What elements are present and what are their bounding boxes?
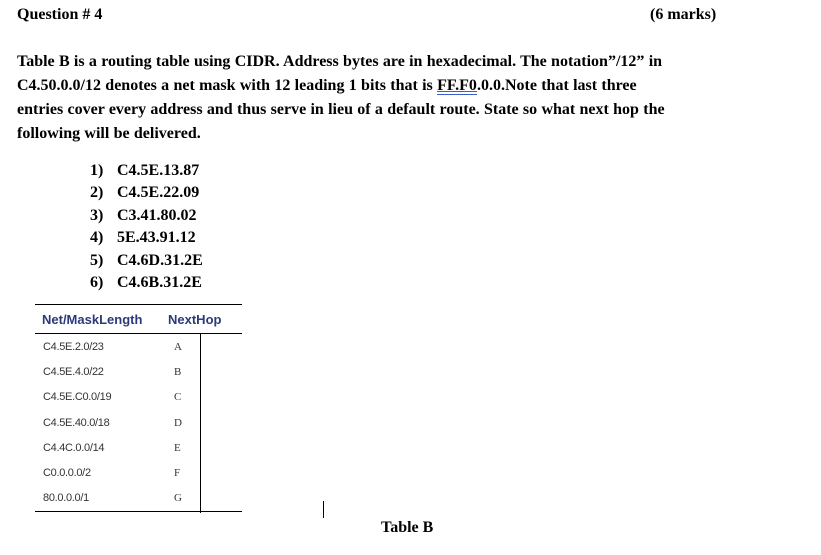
table-row [35,486,242,511]
question-text-segment: C4.50.0.0/12 denotes a net mask with 12 leading 1 bits that is [17,77,438,94]
question-text-line: Table B is a routing table using CIDR. Address bytes are in hexadecimal. The notation”/12” in [17,53,663,70]
table-body [35,334,242,511]
list-item-address: C4.5E.22.09 [117,184,200,202]
list-item-number: 1) [90,162,104,179]
cell-hop: A [174,340,182,353]
cell-net: C4.5E.4.0/22 [43,365,104,378]
list-item-number: 2) [90,184,104,202]
table-row [35,435,242,460]
cell-hop: F [174,467,181,480]
question-title: Question # 4 [17,6,103,23]
list-item [90,160,203,182]
list-item [90,227,203,249]
header-net-mask: Net/MaskLength [42,311,143,327]
list-item-address: C4.6B.31.2E [117,274,202,292]
table-row [35,334,242,359]
cell-net: C4.5E.2.0/23 [43,340,104,353]
table-bottom-rule [35,511,242,512]
table-row [35,410,242,435]
list-item-address: C4.5E.13.87 [117,162,200,179]
cell-net: C4.4C.0.0/14 [43,441,105,454]
cell-hop: B [174,365,182,378]
list-item-address: C3.41.80.02 [117,206,197,224]
list-item [90,205,203,227]
text-cursor [323,501,324,518]
cell-hop: E [174,441,181,454]
list-item-address: 5E.43.91.12 [117,229,196,247]
cell-net: C0.0.0.0/2 [43,467,91,480]
list-item [90,182,203,204]
table-row [35,385,242,410]
spellcheck-underlined-mask: FF.F0 [437,77,477,94]
cell-net: 80.0.0.0/1 [43,492,89,505]
cell-hop: G [174,492,182,505]
question-text-line: following will be delivered. [17,125,201,142]
marks-label: (6 marks) [650,6,717,23]
table-row [35,460,242,485]
list-item [90,250,203,272]
routing-table [35,304,242,512]
question-text-line [17,74,807,98]
cell-net: C4.5E.40.0/18 [43,416,110,429]
header-next-hop: NextHop [168,311,222,327]
list-item [90,272,203,294]
list-item-number: 6) [90,274,104,292]
table-header-row [35,305,242,334]
cell-hop: D [174,416,182,429]
list-item-address: C4.6D.31.2E [117,251,203,269]
cell-hop: C [174,391,182,404]
list-item-number: 5) [90,251,104,269]
address-list [90,160,203,294]
list-item-number: 3) [90,206,104,224]
list-item-number: 4) [90,229,104,247]
table-caption: Table B [381,519,434,536]
question-text-line: entries cover every address and thus serve in lieu of a default route. State so what next hop the [17,101,665,118]
table-row [35,359,242,384]
cell-net: C4.5E.C0.0/19 [43,391,112,404]
question-text-segment: .0.0.Note that last three [476,77,637,94]
question-text [17,50,807,146]
